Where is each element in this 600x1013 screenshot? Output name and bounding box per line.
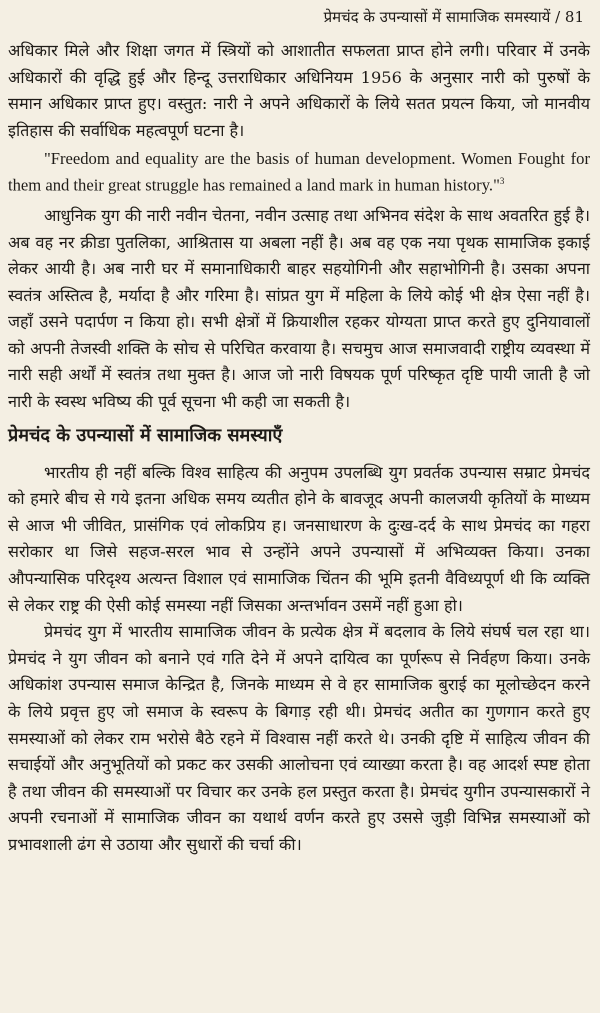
footnote-ref: 3 [499, 176, 505, 187]
english-quote [8, 148, 590, 197]
paragraph-rights: अधिकार मिले और शिक्षा जगत में स्त्रियों को आशातीत सफलता प्राप्त होने लगी। परिवार में उनके अधिकारों की वृद्धि हुई और हिन्दू उत्तराधिकार अधिनियम 1956 के अनुसार नारी को पुरुषों के समान अधिकार प्राप्त हुए। वस्तुत: नारी ने अपने अधिकारों के लिये सतत प्रयत्न किया, जो मानवीय इतिहास की सर्वाधिक महत्वपूर्ण घटना है। [8, 41, 590, 140]
running-header: प्रेमचंद के उपन्यासों में सामाजिक समस्यायें / 81 [323, 8, 584, 26]
paragraph-modern-woman: आधुनिक युग की नारी नवीन चेतना, नवीन उत्साह तथा अभिनव संदेश के साथ अवतरित हुई है। अब वह नर क्रीडा पुतलिका, आश्रितास या अबला नहीं है। अब वह एक नया पृथक सामाजिक इकाई लेकर आयी है। अब नारी घर में समानाधिकारी बाहर सहयोगिनी और सहाभोगिनी है। उसका अपना स्वतंत्र अस्तित्व है, मर्यादा है और गरिमा है। सांप्रत युग में महिला के लिये कोई भी क्षेत्र ऐसा नहीं है। जहाँ उसने पदार्पण न किया हो। सभी क्षेत्रों में क्रियाशील रहकर योग्यता प्राप्त करते हुए दुनियावालों को अपनी तेजस्वी शक्ति के सोच से परिचित करवाया है। सचमुच आज समाजवादी राष्ट्रीय व्यवस्था में नारी सही अर्थों में स्वतंत्र तथा मुक्त है। आज जो नारी विषयक पूर्ण परिष्कृत दृष्टि पायी जाती है जो नारी के स्वस्थ भविष्य की पूर्व सूचना भी कही जा सकती है। [8, 205, 590, 412]
paragraph-premchand-era: प्रेमचंद युग में भारतीय सामाजिक जीवन के प्रत्येक क्षेत्र में बदलाव के लिये संघर्ष चल रहा था। प्रेमचंद ने युग जीवन को बनाने एवं गति देने में अपने दायित्व का पूर्णरूप से निर्वहण किया। उनके अधिकांश उपन्यास समाज केन्द्रित है, जिनके माध्यम से वे हर सामाजिक बुराई का मूलोच्छेदन करने के लिये प्रवृत्त हुए जो समाज के स्वरूप के बिगाड़ रही थी। प्रेमचंद अतीत का गुणगान करते हुए समस्याओं को लेकर राम भरोसे बैठे रहने में विश्वास नहीं करते थे। उनकी दृष्टि में साहित्य जीवन की सचाईयों और अनुभूतियों को प्रकट कर उसकी आलोचना एवं व्याख्या करता है। वह आदर्श स्पष्ट होता है तथा जीवन की समस्याओं पर विचार कर उनके हल प्रस्तुत करता है। प्रेमचंद युगीन उपन्यासकारों ने अपनी रचनाओं में सामाजिक जीवन का यथार्थ वर्णन करते हुए उससे जुड़ी विभिन्न समस्याओं को प्रभावशाली ढंग से उठाया और सुधारों की चर्चा की। [8, 622, 590, 854]
paragraph-premchand-legacy: भारतीय ही नहीं बल्कि विश्व साहित्य की अनुपम उपलब्धि युग प्रवर्तक उपन्यास सम्राट प्रेमचंद को हमारे बीच से गये इतना अधिक समय व्यतीत होने के बावजूद अपनी कालजयी कृतियों के माध्यम से आज भी जीवित, प्रासंगिक एवं लोकप्रिय ह। जनसाधारण के दुःख-दर्द के साथ प्रेमचंद का गहरा सरोकार था जिसे सहज-सरल भाव से उन्होंने अपने उपन्यासों में अभिव्यक्त किया। उनका औपन्यासिक परिदृश्य अत्यन्त विशाल एवं सामाजिक चिंतन की भूमि इतनी वैविध्यपूर्ण थी कि व्यक्ति से लेकर राष्ट्र की ऐसी कोई समस्या नहीं जिसका अन्तर्भावन उसमें नहीं हुआ हो। [8, 462, 590, 615]
quote-text: "Freedom and equality are the basis of human development. Women Fought for them and their great struggle has remained a land mark in human history." [8, 149, 590, 195]
section-heading: प्रेमचंद के उपन्यासों में सामाजिक समस्याएँ [8, 424, 283, 446]
